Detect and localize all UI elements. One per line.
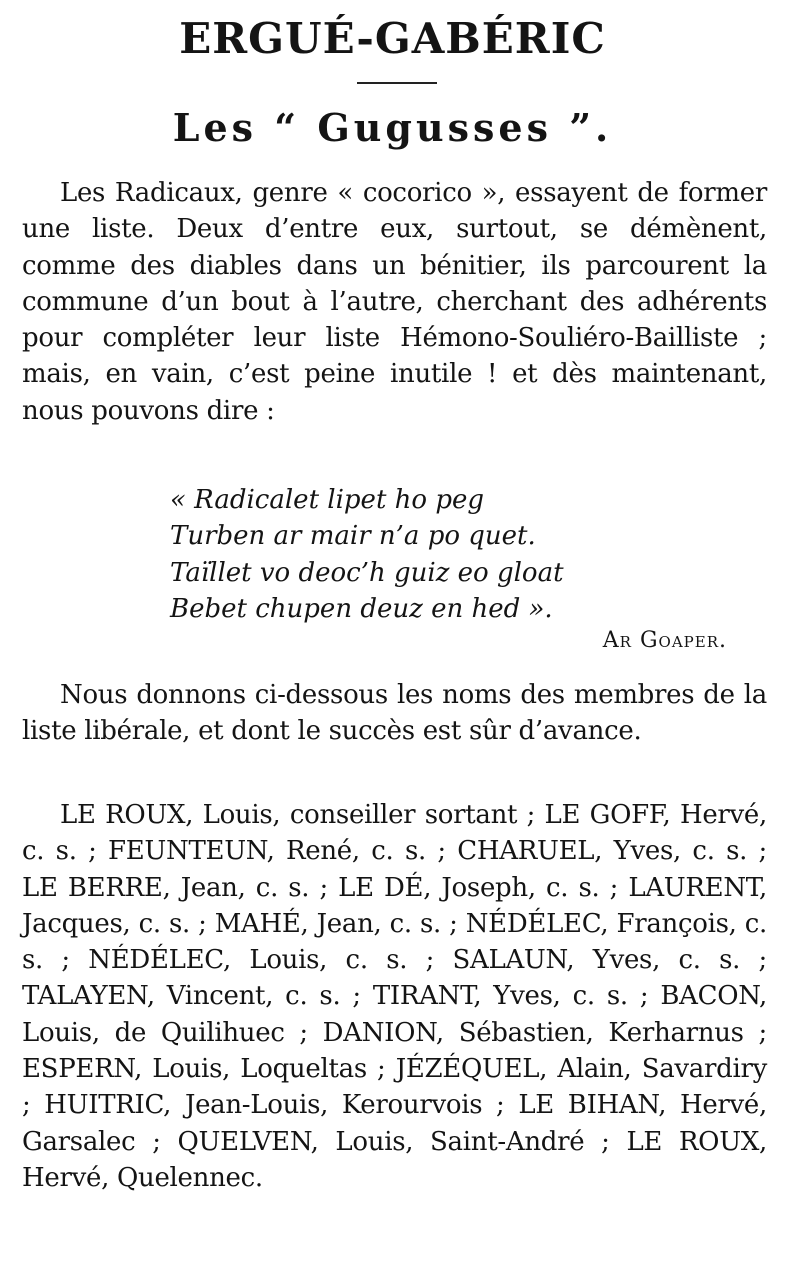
paragraph-intro: Les Radicaux, genre « cocorico », essayent de former une liste. Deux d’entre eux, surtout, se démènent, comme des diables dans un bénitier, ils parcourent la commune d’un bout à l’autre, cherchant des adhérents pour compléter leur liste Hémono-Souliéro-Bailliste ; mais, en vain, c’est peine inutile ! et dès maintenant, nous pouvons dire :	[22, 178, 767, 426]
paragraph-member-list: LE ROUX, Louis, conseiller sortant ; LE GOFF, Hervé, c. s. ; FEUNTEUN, René, c. s. ; CHARUEL, Yves, c. s. ; LE BERRE, Jean, c. s. ; LE DÉ, Joseph, c. s. ; LAURENT, Jacques, c. s. ; MAHÉ, Jean, c. s. ; NÉDÉLEC, François, c. s. ; NÉDÉLEC, Louis, c. s. ; SALAUN, Yves, c. s. ; TALAYEN, Vincent, c. s. ; TIRANT, Yves, c. s. ; BACON, Louis, de Quilihuec ; DANION, Sébastien, Kerharnus ; ESPERN, Louis, Loqueltas ; JÉZÉQUEL, Alain, Savardiry ; HUITRIC, Jean-Louis, Kerourvois ; LE BIHAN, Hervé, Garsalec ; QUELVEN, Louis, Saint-André ; LE ROUX, Hervé, Quelennec.	[22, 800, 767, 1193]
verse-signature: Ar Goaper.	[602, 628, 727, 653]
verse-line: « Radicalet lipet ho peg	[170, 485, 484, 515]
verse-line: Bebet chupen deuz en hed ».	[170, 594, 553, 624]
verse-line: Taïllet vo deoc’h guiz eo gloat	[170, 558, 564, 588]
article-title: ERGUÉ-GABÉRIC	[179, 14, 606, 63]
article-subtitle: Les “ Gugusses ”.	[172, 105, 613, 150]
title-divider	[357, 82, 437, 84]
paragraph-list-intro: Nous donnons ci-dessous les noms des membres de la liste libérale, et dont le succès est sûr d’avance.	[22, 680, 767, 747]
verse-line: Turben ar mair n’a po quet.	[170, 521, 536, 551]
